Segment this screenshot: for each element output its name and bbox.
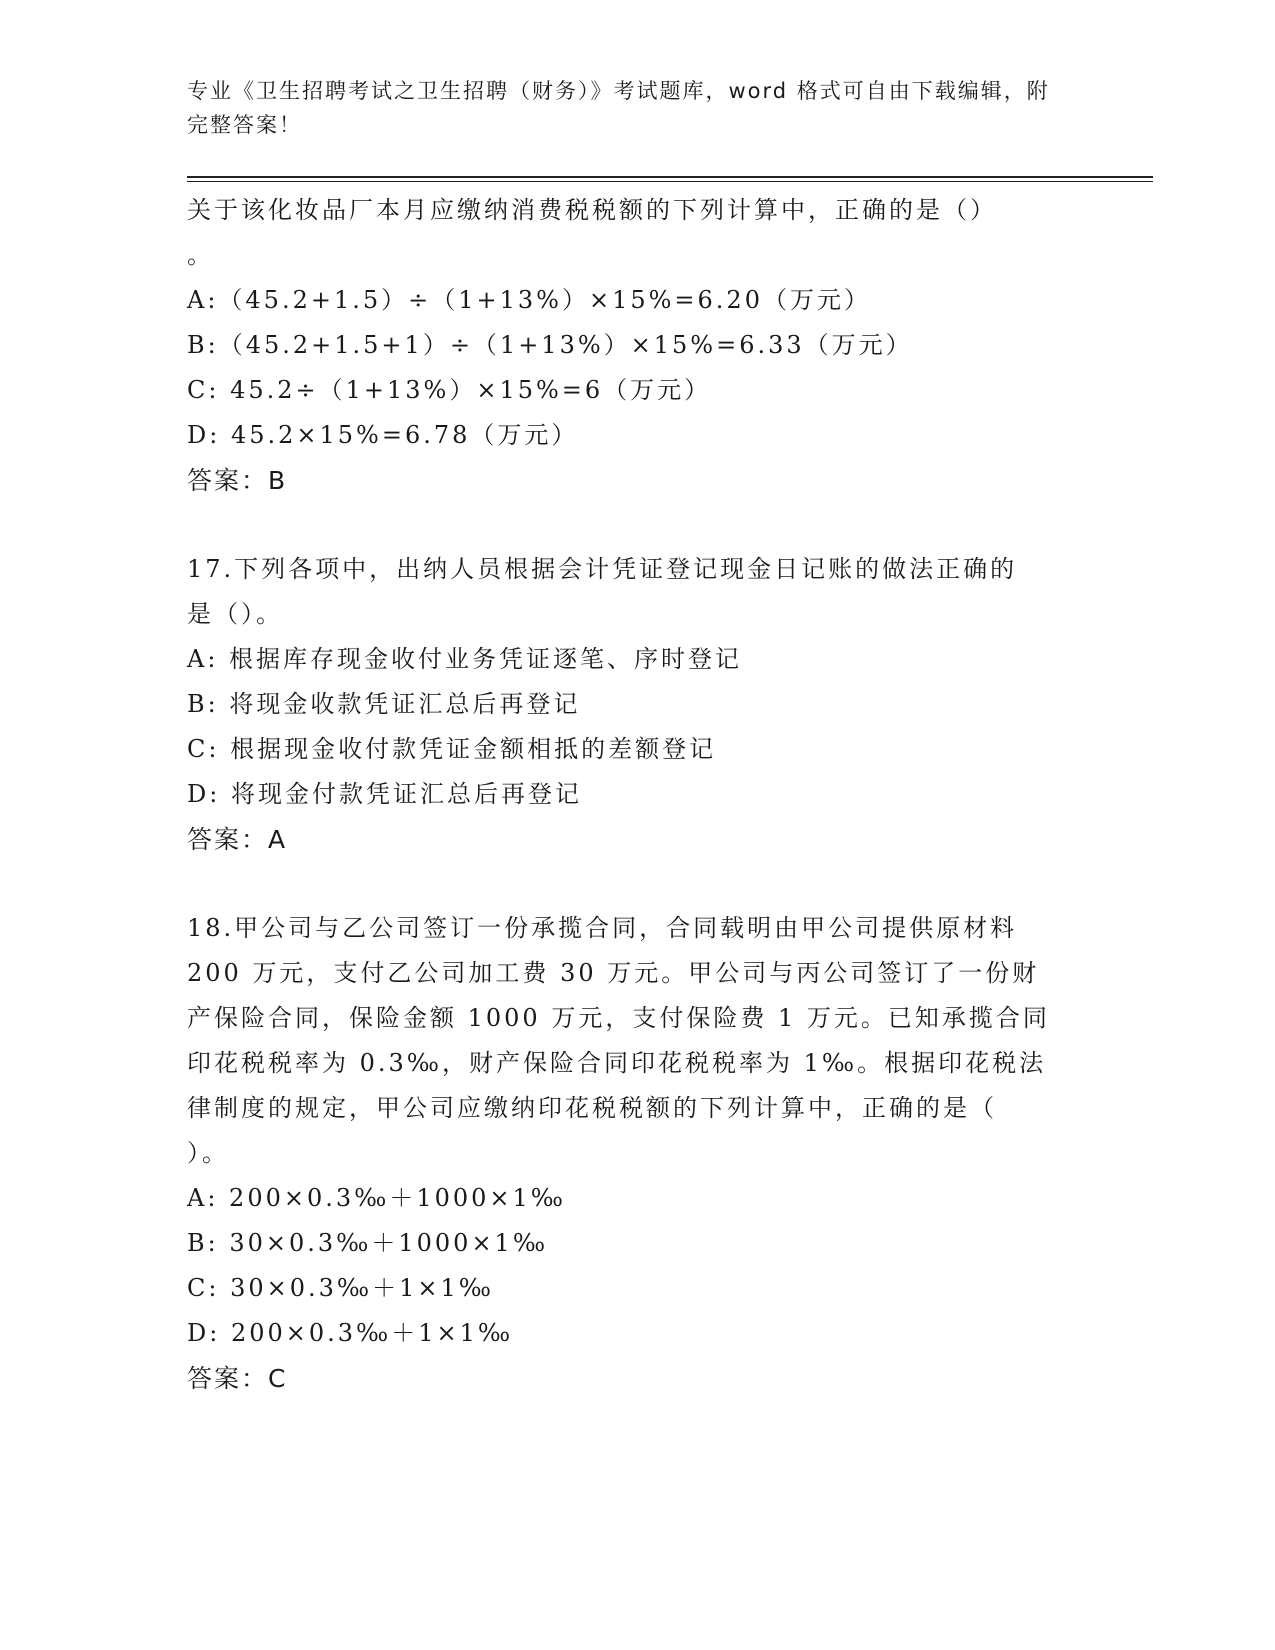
question-stem-line: 关于该化妆品厂本月应缴纳消费税税额的下列计算中，正确的是（） bbox=[187, 196, 997, 224]
option-a: A: 200×0.3‰＋1000×1‰ bbox=[187, 1184, 566, 1212]
question-stem-line: 是（）。 bbox=[187, 600, 283, 628]
option-a: A: 根据库存现金收付业务凭证逐笔、序时登记 bbox=[187, 645, 743, 673]
option-d: D: 200×0.3‰＋1×1‰ bbox=[187, 1319, 514, 1347]
answer-label: 答案：B bbox=[187, 466, 288, 495]
question-stem-line: 。 bbox=[187, 241, 214, 269]
question-stem-line: 18.甲公司与乙公司签订一份承揽合同，合同载明由甲公司提供原材料 bbox=[187, 914, 1018, 942]
document-header: 专业《卫生招聘考试之卫生招聘（财务）》考试题库，word 格式可自由下载编辑，附完整答案！ bbox=[187, 79, 1050, 137]
option-d: D: 将现金付款凭证汇总后再登记 bbox=[187, 780, 582, 808]
option-c: C: 45.2÷（1+13%）×15%=6（万元） bbox=[187, 376, 712, 404]
question-stem-line: 产保险合同，保险金额 1000 万元，支付保险费 1 万元。已知承揽合同 bbox=[187, 1004, 1050, 1032]
spacer bbox=[187, 503, 1077, 547]
question-18 bbox=[187, 906, 1077, 1401]
option-a: A:（45.2+1.5）÷（1+13%）×15%=6.20（万元） bbox=[187, 286, 871, 314]
question-stem-line: 律制度的规定，甲公司应缴纳印花税税额的下列计算中，正确的是（ bbox=[187, 1094, 997, 1122]
option-c: C: 30×0.3‰＋1×1‰ bbox=[187, 1274, 494, 1302]
option-d: D: 45.2×15%=6.78（万元） bbox=[187, 421, 579, 449]
answer-label: 答案：A bbox=[187, 825, 288, 854]
header-divider-thick bbox=[187, 176, 1153, 178]
question-16 bbox=[187, 188, 1077, 503]
question-list bbox=[187, 188, 1077, 1401]
question-stem-line: 200 万元，支付乙公司加工费 30 万元。甲公司与丙公司签订了一份财 bbox=[187, 959, 1040, 987]
question-stem-line: 印花税税率为 0.3‰，财产保险合同印花税税率为 1‰。根据印花税法 bbox=[187, 1049, 1047, 1077]
question-17 bbox=[187, 547, 1077, 862]
header-divider-thin bbox=[187, 181, 1153, 182]
spacer bbox=[187, 862, 1077, 906]
answer-label: 答案：C bbox=[187, 1364, 288, 1393]
option-c: C: 根据现金收付款凭证金额相抵的差额登记 bbox=[187, 735, 717, 763]
option-b: B: 30×0.3‰＋1000×1‰ bbox=[187, 1229, 549, 1257]
option-b: B:（45.2+1.5+1）÷（1+13%）×15%=6.33（万元） bbox=[187, 331, 913, 359]
question-stem-line: ）。 bbox=[187, 1139, 229, 1167]
question-stem-line: 17.下列各项中，出纳人员根据会计凭证登记现金日记账的做法正确的 bbox=[187, 555, 1018, 583]
option-b: B: 将现金收款凭证汇总后再登记 bbox=[187, 690, 581, 718]
